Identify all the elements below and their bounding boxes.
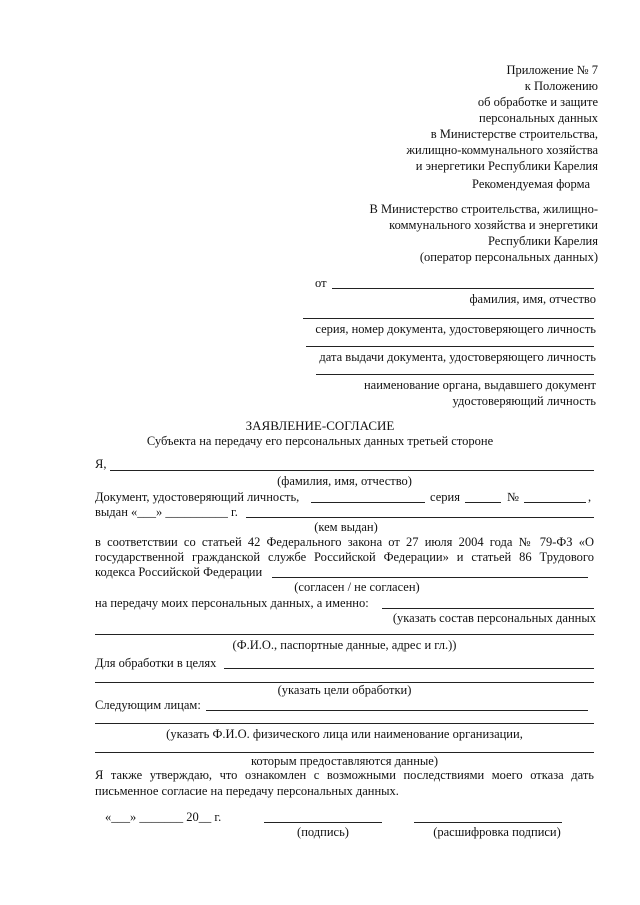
caption-org-1: наименование органа, выдавшего документ — [363, 378, 596, 392]
persons-caption-2: которым предоставляются данные) — [250, 754, 439, 768]
appendix-line-4: персональных данных — [479, 111, 598, 125]
number-field[interactable] — [524, 502, 586, 503]
agree-caption: (согласен / не согласен) — [294, 580, 420, 594]
appendix-line-5: в Министерстве строительства, — [430, 127, 598, 141]
appendix-line-2: к Положению — [524, 79, 598, 93]
appendix-line-3: об обработке и защите — [477, 95, 598, 109]
document-subtitle: Субъекта на передачу его персональных данных третьей стороне — [146, 434, 494, 448]
document-title: ЗАЯВЛЕНИЕ-СОГЛАСИЕ — [245, 418, 395, 433]
issued-by-field[interactable] — [246, 517, 594, 518]
persons-field[interactable] — [206, 710, 588, 711]
series-label: серия — [430, 490, 460, 504]
fio-field[interactable] — [110, 470, 594, 471]
from-name-field[interactable] — [332, 288, 594, 289]
caption-name: фамилия, имя, отчество — [469, 292, 596, 306]
transfer-caption: (указать состав персональных данных — [392, 611, 596, 625]
doc-number-field[interactable] — [303, 318, 594, 319]
transfer-field[interactable] — [382, 608, 594, 609]
addressee-line-2: коммунального хозяйства и энергетики — [389, 218, 598, 232]
persons-caption-1: (указать Ф.И.О. физического лица или наименование организации, — [166, 727, 523, 741]
caption-org-2: удостоверяющий личность — [452, 394, 596, 408]
fio-caption: (фамилия, имя, отчество) — [277, 474, 412, 488]
series-field[interactable] — [465, 502, 501, 503]
confirm-line-1: Я также утверждаю, что ознакомлен с возможными последствиями моего отказа дать — [95, 768, 594, 782]
caption-date: дата выдачи документа, удостоверяющего личность — [319, 350, 596, 364]
issuer-field[interactable] — [316, 374, 594, 375]
agree-field[interactable] — [272, 577, 588, 578]
sign-caption: (подпись) — [297, 825, 349, 839]
addressee-line-4: (оператор персональных данных) — [419, 250, 598, 264]
comma: , — [588, 490, 592, 504]
appendix-line-7: и энергетики Республики Карелия — [415, 159, 598, 173]
doc-date-field[interactable] — [306, 346, 594, 347]
appendix-line-6: жилищно-коммунального хозяйства — [406, 143, 598, 157]
issued-by-caption: (кем выдан) — [314, 520, 378, 534]
persons-field-2[interactable] — [95, 723, 594, 724]
law-line-3: кодекса Российской Федерации — [95, 565, 263, 579]
signature-decode-field[interactable] — [414, 822, 562, 823]
transfer-label: на передачу моих персональных данных, а именно: — [95, 596, 369, 610]
number-label: № — [507, 490, 519, 504]
transfer-field-2[interactable] — [95, 634, 594, 635]
law-line-2: государственной гражданской службе Российской Федерации» и статьей 86 Трудового — [95, 550, 594, 564]
doc-label: Документ, удостоверяющий личность, — [95, 490, 300, 504]
confirm-line-2: письменное согласие на передачу персональных данных. — [95, 784, 399, 798]
doc-type-field[interactable] — [311, 502, 425, 503]
appendix-line-1: Приложение № 7 — [506, 63, 598, 77]
recommended-form: Рекомендуемая форма — [472, 177, 590, 191]
purpose-caption: (указать цели обработки) — [277, 683, 412, 697]
caption-doc: серия, номер документа, удостоверяющего личность — [315, 322, 596, 336]
persons-label: Следующим лицам: — [95, 698, 201, 712]
signature-date: «___» _______ 20__ г. — [105, 810, 222, 824]
addressee-line-1: В Министерство строительства, жилищно- — [369, 202, 598, 216]
signature-field[interactable] — [264, 822, 382, 823]
purpose-field[interactable] — [224, 668, 594, 669]
purpose-label: Для обработки в целях — [95, 656, 217, 670]
i-label: Я, — [95, 457, 107, 471]
from-label: от — [315, 276, 327, 290]
persons-field-3[interactable] — [95, 752, 594, 753]
decode-caption: (расшифровка подписи) — [433, 825, 561, 839]
issued-label: выдан «___» __________ г. — [95, 505, 238, 519]
addressee-line-3: Республики Карелия — [487, 234, 598, 248]
transfer-caption-2: (Ф.И.О., паспортные данные, адрес и гл.)) — [232, 638, 457, 652]
law-line-1: в соответствии со статьей 42 Федерального закона от 27 июля 2004 года № 79-ФЗ «О — [95, 535, 594, 549]
